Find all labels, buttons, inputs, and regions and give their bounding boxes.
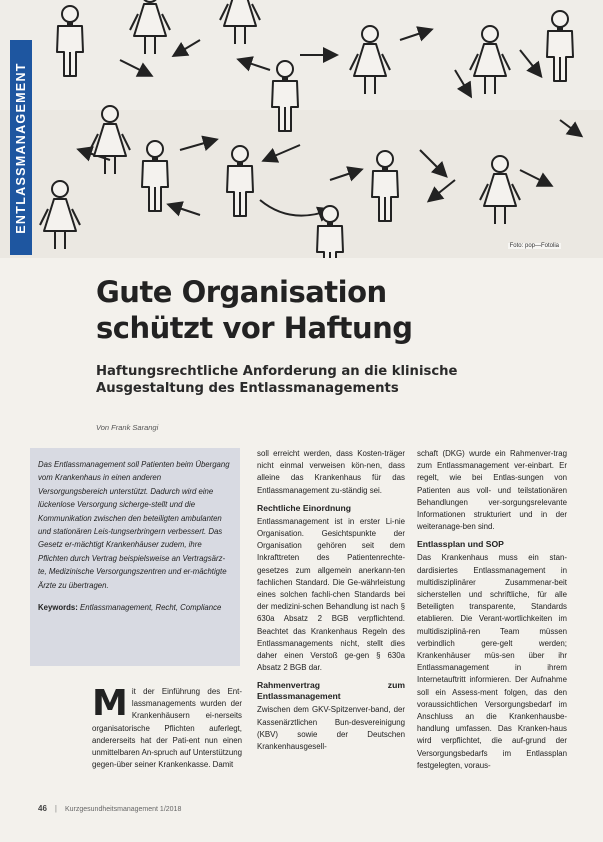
column-2-para-3: Zwischen dem GKV-Spitzenver-band, der Kassenärztlichen Bun-desvereinigung (KBV) sowie der Deutschen Krankenhausgesell- [257, 705, 405, 752]
article-subtitle: Haftungsrechtliche Anforderung an die klinische Ausgestaltung des Entlassmanagements [96, 364, 458, 396]
column-3 [417, 448, 567, 772]
footer-separator: | [54, 804, 57, 813]
magazine-name: Kurzgesundheitsmanagement 1/2018 [64, 806, 182, 813]
heading-entlassplan: Entlassplan und SOP [417, 539, 504, 550]
heading-rahmenvertrag: Rahmenvertrag zum Entlassmanagement [257, 680, 405, 702]
header-photo [0, 0, 603, 258]
article-title [96, 274, 413, 346]
title-line-2: schützt vor Haftung [96, 311, 413, 345]
abstract-box [30, 448, 240, 666]
column-2-para-2: Entlassmanagement ist in erster Li-nie Organisation. Gesichtspunkte der Organisation gehören seit dem Inkrafttreten des Patientenrechte-gesetzes zum allgemein anerkann-ten fachlichen Standard. Die Ge-währleistung eines solchen fachli-chen Standards bei der medizini-schen Behandlung ist nach § 630a Absatz 2 BGB verpflichtend. Beachtet das Krankenhaus Regeln des Entlassmanagements nicht, stellt dies daher einen Verstoß ge-gen § 630a Absatz 2 BGB dar. [257, 516, 405, 673]
page-footer [38, 804, 181, 813]
page-number: 46 [38, 804, 47, 813]
photo-credit: Foto: pop—Fotolia [509, 243, 559, 249]
article-author: Von Frank Sarangi [96, 423, 159, 432]
column-1 [92, 683, 243, 771]
keywords-label: Keywords: [38, 603, 78, 613]
section-tab-label: ENTLASSMANAGEMENT [14, 61, 28, 234]
keywords-list: Entlassmanagement, Recht, Compliance [80, 603, 222, 613]
people-network-illustration [0, 0, 603, 258]
column-3-para-2: Das Krankenhaus muss ein stan-dardisiertes Entlassmanagement in multidisziplinärer Zusammenar-beit sicherstellen und schriftliche, für alle Beteiligten transparente, Standards etablieren. Die Verant-wortlichkeiten im multidisziplinä-ren Team müssen verbindlich gere-gelt werden; Krankenhäuser müs-sen über ihr Entlassmanagement in ihrem Internetauftritt informieren. Der Aufnahme soll ein Assess-ment folgen, das den voraussichtlichen Versorgungsbedarf im Anschluss an die Krankenhausbe-handlung umfassen. Das Kranken-haus wird verpflichtet, die auf-grund der Versorgungsbedarfs im Entlassplan festgelegten, voraus- [417, 553, 567, 770]
title-line-1: Gute Organisation [96, 275, 387, 309]
keywords [38, 601, 232, 614]
column-2 [257, 448, 405, 753]
column-1-text: it der Einführung des Ent-lassmanagements wurden der Krankenhäusern ei-nerseits organisatorische Pflichten auferlegt, andererseits hat der Pati-ent nun einen unmittelbaren An-spruch auf Unterstützung gegen-über seiner Krankenkasse. Damit [92, 687, 243, 770]
column-3-para-1: schaft (DKG) wurde ein Rahmenver-trag zum Entlassmanagement ver-einbart. Er regelt, wie bei Entlas-sungen von Patienten aus voll- und teilstationären Behandlungen ver-sorgungsrelevante Informationen strukturiert und in der weiteranage-ben sind. [417, 449, 567, 532]
section-tab [10, 40, 32, 255]
heading-rechtliche-einordnung: Rechtliche Einordnung [257, 502, 352, 513]
drop-cap: M [92, 683, 128, 724]
column-2-para-1: soll erreicht werden, dass Kosten-träger nicht einmal verweisen kön-nen, dass alleine das Krankenhaus für das Entlassmanagement zu-ständig sei. [257, 449, 405, 495]
abstract-text: Das Entlassmanagement soll Patienten beim Übergang vom Krankenhaus in einen anderen Versorgungsbereich unterstützt. Dadurch wird eine lückenlose Versorgung sicherge-stellt und die Kommunikation zwischen den beteiligten ambulanten und stationären Leis-tungserbringern verbessert. Das Gesetz er-mächtigt Krankenhäuser zudem, ihre Pflichten durch Vertrag beispielsweise an Vertragsärz-te, Medizinische Versorgungszentren und er-mächtigte Ärzte zu übertragen. [38, 460, 230, 590]
